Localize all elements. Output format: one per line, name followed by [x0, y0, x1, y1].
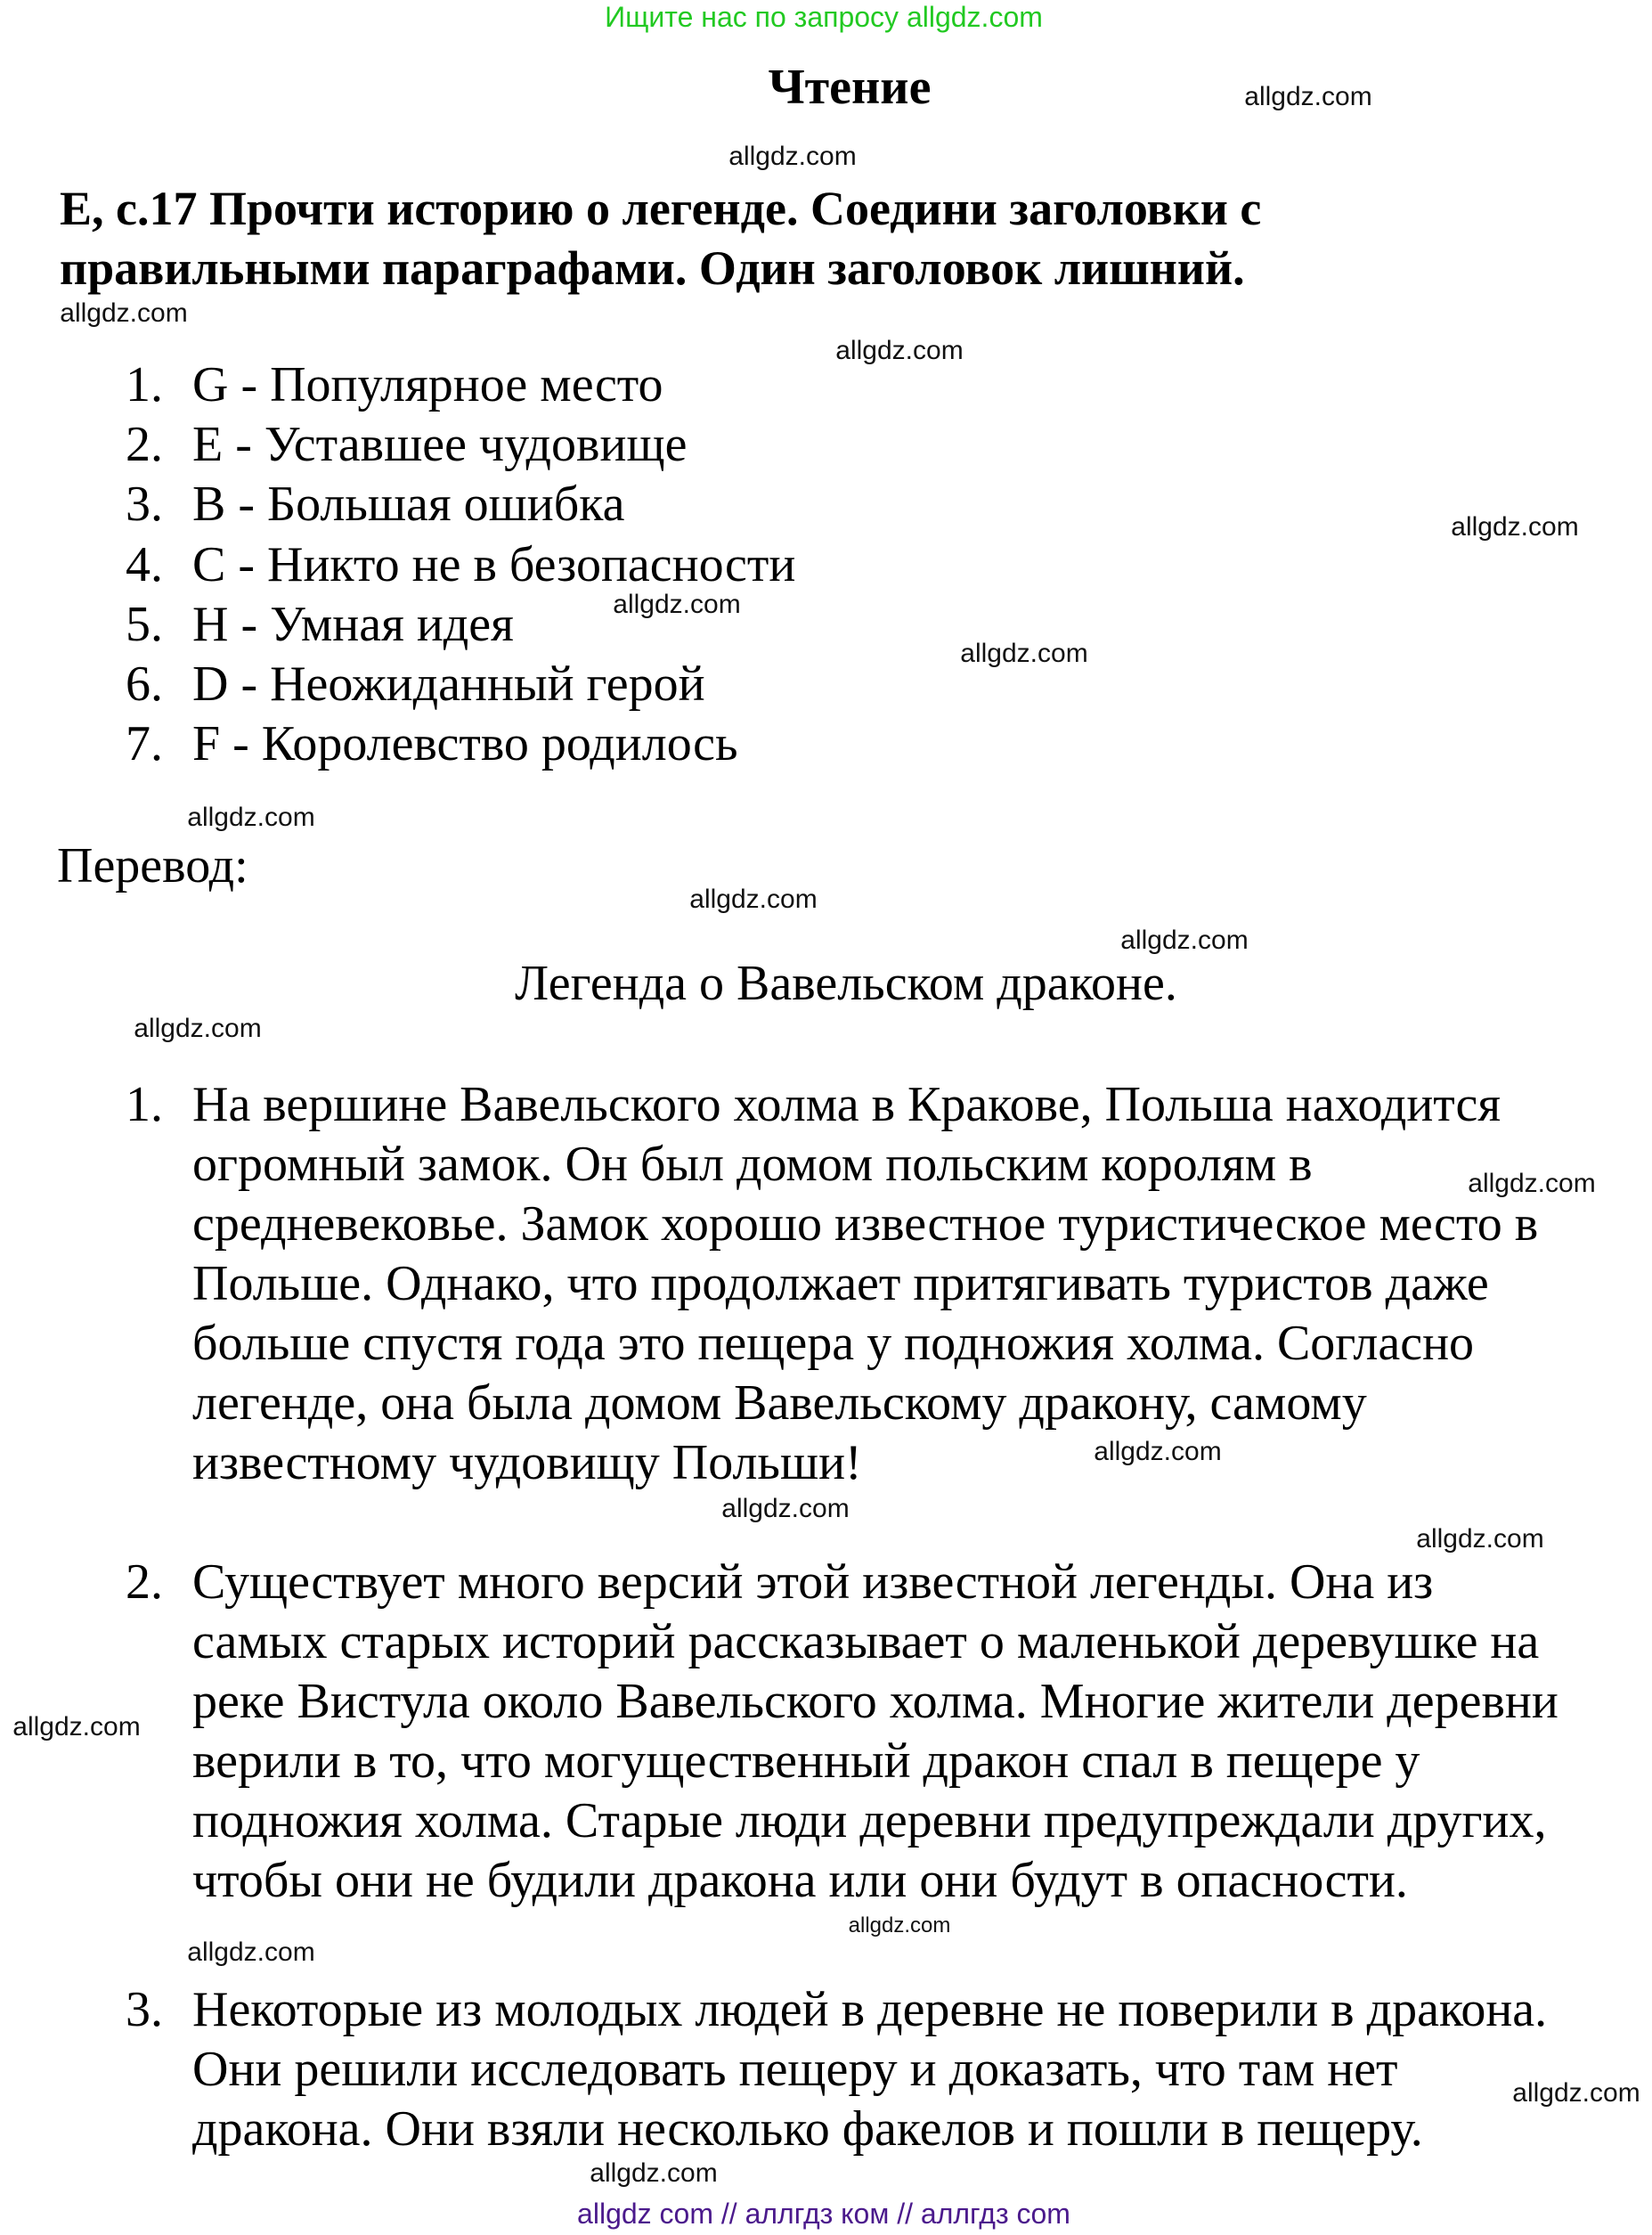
watermark: allgdz.com	[1244, 82, 1372, 111]
watermark: allgdz.com	[1120, 926, 1249, 955]
answer-number: 7.	[126, 716, 163, 772]
watermark: allgdz.com	[613, 589, 741, 619]
watermark: allgdz.com	[1451, 512, 1579, 542]
paragraph-line: дракона. Они взяли несколько факелов и пошли в пещеру.	[192, 2101, 1423, 2157]
footer-banner: allgdz com // аллгдз ком // аллгдз com	[577, 2198, 1070, 2230]
paragraph-line: реке Вистула около Вавельского холма. Многие жители деревни	[192, 1674, 1558, 1729]
watermark: allgdz.com	[134, 1014, 262, 1043]
watermark: allgdz.com	[1094, 1437, 1222, 1466]
answer-item: D - Неожиданный герой	[192, 657, 705, 712]
watermark: allgdz.com	[728, 142, 857, 171]
watermark: allgdz.com	[1468, 1169, 1596, 1198]
paragraph-number: 2.	[126, 1554, 163, 1610]
answer-item: B - Большая ошибка	[192, 477, 625, 533]
watermark: allgdz.com	[590, 2158, 718, 2188]
answer-item: F - Королевство родилось	[192, 716, 738, 772]
story-title: Легенда о Вавельском драконе.	[515, 956, 1177, 1011]
page-title: Чтение	[768, 60, 932, 115]
translation-label: Перевод:	[57, 838, 248, 893]
paragraph-line: Они решили исследовать пещеру и доказать, что там нет	[192, 2042, 1398, 2097]
watermark: allgdz.com	[848, 1913, 951, 1937]
paragraph-line: средневековье. Замок хорошо известное туристическое место в	[192, 1196, 1539, 1252]
watermark: allgdz.com	[60, 298, 188, 328]
watermark: allgdz.com	[187, 1937, 315, 1967]
header-banner: Ищите нас по запросу allgdz.com	[605, 1, 1043, 33]
paragraph-line: На вершине Вавельского холма в Кракове, Польша находится	[192, 1077, 1501, 1132]
paragraph-line: Существует много версий этой известной легенды. Она из	[192, 1554, 1434, 1610]
answer-number: 6.	[126, 657, 163, 712]
answer-item: C - Никто не в безопасности	[192, 536, 796, 592]
paragraph-number: 3.	[126, 1982, 163, 2037]
answer-number: 3.	[126, 477, 163, 533]
watermark: allgdz.com	[12, 1712, 141, 1742]
paragraph-line: больше спустя года это пещера у подножия холма. Согласно	[192, 1316, 1475, 1371]
watermark: allgdz.com	[835, 336, 964, 365]
paragraph-line: легенде, она была домом Вавельскому дракону, самому	[192, 1375, 1367, 1431]
watermark: allgdz.com	[1512, 2078, 1640, 2108]
watermark: allgdz.com	[689, 885, 818, 914]
paragraph-line: Польше. Однако, что продолжает притягивать туристов даже	[192, 1256, 1489, 1311]
paragraph-number: 1.	[126, 1077, 163, 1132]
paragraph-line: известному чудовищу Польши!	[192, 1435, 862, 1490]
task-line-2: правильными параграфами. Один заголовок лишний.	[60, 241, 1245, 295]
answer-number: 1.	[126, 357, 163, 412]
answer-item: G - Популярное место	[192, 357, 663, 412]
answer-number: 4.	[126, 536, 163, 592]
watermark: allgdz.com	[960, 639, 1088, 668]
watermark: allgdz.com	[721, 1494, 850, 1523]
task-line-1: E, с.17 Прочти историю о легенде. Соедини заголовки с	[60, 182, 1262, 235]
watermark: allgdz.com	[187, 803, 315, 832]
paragraph-line: верили в то, что могущественный дракон спал в пещере у	[192, 1733, 1420, 1789]
answer-item: E - Уставшее чудовище	[192, 417, 688, 473]
paragraph-line: огромный замок. Он был домом польским королям в	[192, 1137, 1313, 1192]
paragraph-line: самых старых историй рассказывает о маленькой деревушке на	[192, 1614, 1540, 1669]
paragraph-line: чтобы они не будили дракона или они будут в опасности.	[192, 1853, 1408, 1908]
watermark: allgdz.com	[1416, 1524, 1544, 1554]
answer-number: 5.	[126, 596, 163, 652]
paragraph-line: Некоторые из молодых людей в деревне не поверили в дракона.	[192, 1982, 1548, 2037]
paragraph-line: подножия холма. Старые люди деревни предупреждали других,	[192, 1793, 1547, 1848]
answer-item: H - Умная идея	[192, 596, 514, 652]
answer-number: 2.	[126, 417, 163, 473]
